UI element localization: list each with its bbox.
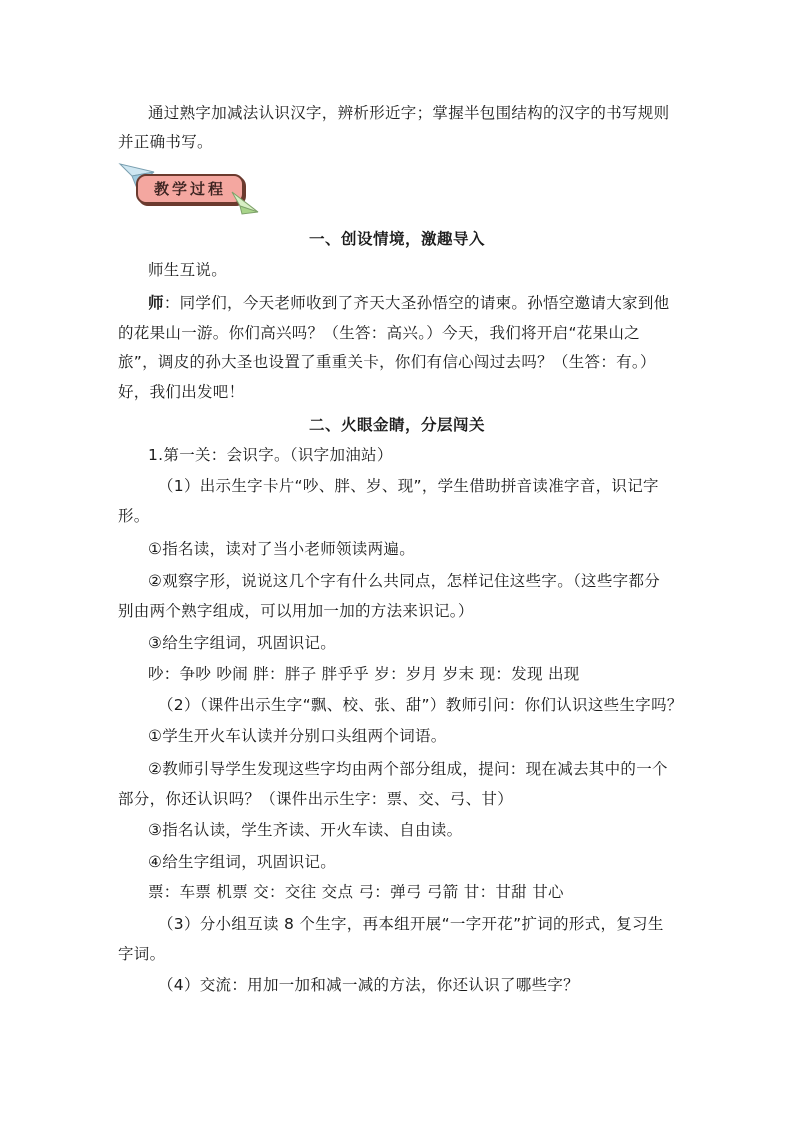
banner-label: 教学过程 [136, 174, 244, 204]
paragraph: 1.第一关：会识字。（识字加油站） [148, 446, 393, 464]
paragraph-text: ：同学们，今天老师收到了齐天大圣孙悟空的请柬。孙悟空邀请大家到他 [163, 294, 670, 312]
teaching-process-banner [118, 160, 260, 216]
paragraph: （3）分小组互读 8 个生字，再本组开展“一字开花”扩词的形式，复习生 [158, 915, 664, 933]
paragraph-line: 部分，你还认识吗？（课件出示生字：票、交、弓、甘） [118, 790, 514, 808]
paragraph: ①学生开火车认读并分别口头组两个词语。 [148, 727, 447, 745]
section-2-heading: 二、火眼金睛，分层闯关 [308, 416, 485, 434]
paragraph: ④给生字组词，巩固识记。 [148, 853, 336, 871]
paragraph: （4）交流：用加一加和减一减的方法，你还认识了哪些字？ [158, 976, 579, 994]
paragraph: ③指名认读，学生齐读、开火车读、自由读。 [148, 821, 463, 839]
paragraph: ①指名读，读对了当小老师领读两遍。 [148, 540, 415, 558]
intro-line-2: 并正确书写。 [118, 133, 213, 151]
word-list: 吵：争吵 吵闹 胖：胖子 胖乎乎 岁：岁月 岁末 现：发现 出现 [148, 665, 580, 683]
paragraph-line: 别由两个熟字组成，可以用加一加的方法来识记。） [118, 602, 474, 620]
paragraph: ③给生字组词，巩固识记。 [148, 634, 336, 652]
section-1-heading: 一、创设情境，激趣导入 [308, 230, 485, 248]
paragraph: ②教师引导学生发现这些字均由两个部分组成，提问：现在减去其中的一个 [148, 760, 668, 778]
paragraph-line: 字词。 [118, 945, 166, 963]
paragraph: （1）出示生字卡片“吵、胖、岁、现”，学生借助拼音读准字音，识记字 [158, 477, 659, 495]
paragraph: ②观察字形，说说这几个字有什么共同点，怎样记住这些字。（这些字都分 [148, 572, 661, 590]
paragraph-line: 形。 [118, 507, 150, 525]
teacher-label: 师 [148, 294, 164, 312]
paragraph-line: 旅”，调皮的孙大圣也设置了重重关卡，你们有信心闯过去吗？（生答：有。） [118, 353, 656, 371]
intro-line-1: 通过熟字加减法认识汉字，辨析形近字；掌握半包围结构的汉字的书写规则 [148, 104, 670, 122]
paragraph-line: 的花果山一游。你们高兴吗？（生答：高兴。）今天，我们将开启“花果山之 [118, 324, 640, 342]
paragraph: （2）（课件出示生字“飘、校、张、甜”）教师引问：你们认识这些生字吗？ [158, 696, 683, 714]
paper-plane-icon-small [230, 190, 260, 216]
paragraph: 师生互说。 [148, 261, 228, 279]
paragraph-teacher [148, 292, 678, 314]
paragraph-line: 好，我们出发吧！ [118, 383, 245, 401]
word-list: 票：车票 机票 交：交往 交点 弓：弹弓 弓箭 甘：甘甜 甘心 [148, 883, 564, 901]
